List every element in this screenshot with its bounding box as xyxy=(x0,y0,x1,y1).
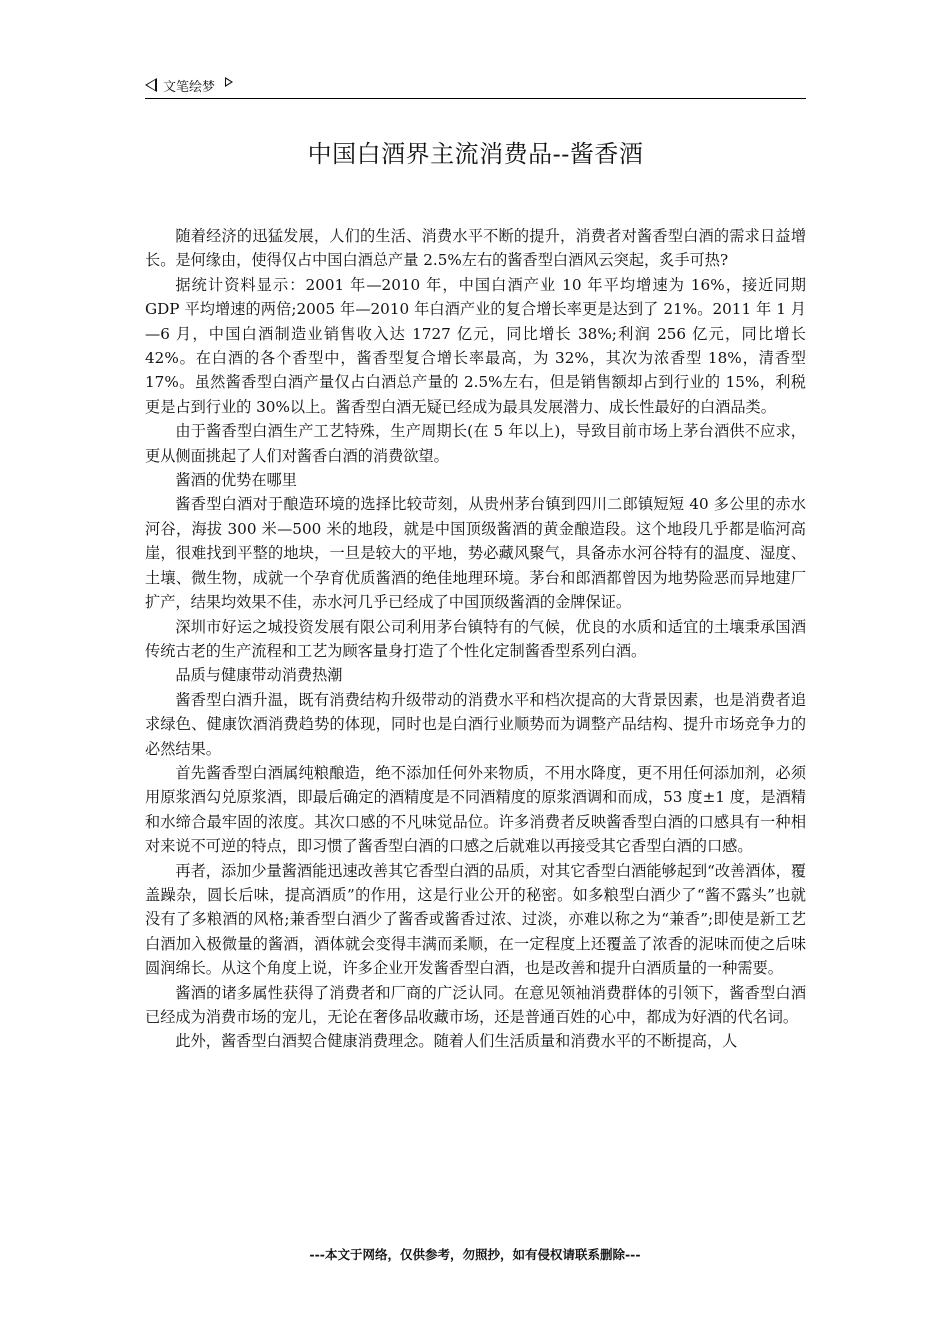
paragraph: 深圳市好运之城投资发展有限公司利用茅台镇特有的气候，优良的水质和适宜的土壤秉承国酒传统古老的生产流程和工艺为顾客量身打造了个性化定制酱香型系列白酒。 xyxy=(145,617,806,660)
header-brand: 文笔绘梦 xyxy=(163,79,216,95)
section-heading: 品质与健康带动消费热潮 xyxy=(175,666,343,685)
document-title: 中国白酒界主流消费品--酱香酒 xyxy=(307,140,644,168)
section-heading: 酱酒的优势在哪里 xyxy=(175,471,297,490)
triangle-right-icon xyxy=(225,77,233,87)
paragraph: 此外，酱香型白酒契合健康消费理念。随着人们生活质量和消费水平的不断提高，人 xyxy=(175,1032,738,1051)
triangle-left-icon xyxy=(145,78,157,92)
page-footer-disclaimer: ---本文于网络，仅供参考，勿照抄，如有侵权请联系删除--- xyxy=(309,1247,641,1262)
paragraph: 酱香型白酒对于酿造环境的选择比较苛刻，从贵州茅台镇到四川二郎镇短短 40 多公里的赤水河谷，海拔 300 米—500 米的地段，就是中国顶级酱酒的黄金酿造段。这个地段几乎都是临河高崖，很难找到平整的地块，一旦是较大的平地，势必藏风聚气，具备赤水河谷特有的温度、湿度、土壤、微生物，成就一个孕育优质酱酒的绝佳地理环境。茅台和郎酒都曾因为地势险恶而异地建厂扩产，结果均效果不佳，赤水河几乎已经成了中国顶级酱酒的金牌保证。 xyxy=(145,495,806,612)
paragraph: 酱香型白酒升温，既有消费结构升级带动的消费水平和档次提高的大背景因素，也是消费者追求绿色、健康饮酒消费趋势的体现，同时也是白酒行业顺势而为调整产品结构、提升市场竞争力的必然结果。 xyxy=(145,690,806,758)
page-header xyxy=(145,74,806,99)
paragraph: 由于酱香型白酒生产工艺特殊，生产周期长(在 5 年以上)，导致目前市场上茅台酒供不应求，更从侧面挑起了人们对酱香白酒的消费欲望。 xyxy=(145,422,806,465)
paragraph: 首先酱香型白酒属纯粮酿造，绝不添加任何外来物质，不用水降度，更不用任何添加剂，必须用原浆酒勾兑原浆酒，即最后确定的酒精度是不同酒精度的原浆酒调和而成，53 度±1 度，是酒精和水缔合最牢固的浓度。其次口感的不凡味觉品位。许多消费者反映酱香型白酒的口感具有一种相对来说不可逆的特点，即习惯了酱香型白酒的口感之后就难以再接受其它香型白酒的口感。 xyxy=(145,763,806,856)
paragraph: 随着经济的迅猛发展，人们的生活、消费水平不断的提升，消费者对酱香型白酒的需求日益增长。是何缘由，使得仅占中国白酒总产量 2.5%左右的酱香型白酒风云突起，炙手可热? xyxy=(145,227,806,270)
document-body xyxy=(145,224,806,1054)
paragraph: 再者，添加少量酱酒能迅速改善其它香型白酒的品质，对其它香型白酒能够起到“改善酒体，覆盖躁杂，圆长后味，提高酒质”的作用，这是行业公开的秘密。如多粮型白酒少了“酱不露头”也就没有了多粮酒的风格;兼香型白酒少了酱香或酱香过浓、过淡，亦难以称之为“兼香”;即使是新工艺白酒加入极微量的酱酒，酒体就会变得丰满而柔顺，在一定程度上还覆盖了浓香的泥味而使之后味圆润绵长。从这个角度上说，许多企业开发酱香型白酒，也是改善和提升白酒质量的一种需要。 xyxy=(145,861,806,978)
paragraph: 酱酒的诸多属性获得了消费者和厂商的广泛认同。在意见领袖消费群体的引领下，酱香型白酒已经成为消费市场的宠儿，无论在奢侈品收藏市场，还是普通百姓的心中，都成为好酒的代名词。 xyxy=(145,983,806,1026)
header-brand-row xyxy=(145,74,806,96)
paragraph: 据统计资料显示：2001 年—2010 年，中国白酒产业 10 年平均增速为 16%，接近同期 GDP 平均增速的两倍;2005 年—2010 年白酒产业的复合增长率更是达到了 21%。2011 年 1 月—6 月，中国白酒制造业销售收入达 1727 亿元，同比增长 38%;利润 256 亿元，同比增长 42%。在白酒的各个香型中，酱香型复合增长率最高，为 32%，其次为浓香型 18%，清香型 17%。虽然酱香型白酒产量仅占白酒总产量的 2.5%左右，但是销售额却占到行业的 15%，利税更是占到行业的 30%以上。酱香型白酒无疑已经成为最具发展潜力、成长性最好的白酒品类。 xyxy=(145,275,806,416)
